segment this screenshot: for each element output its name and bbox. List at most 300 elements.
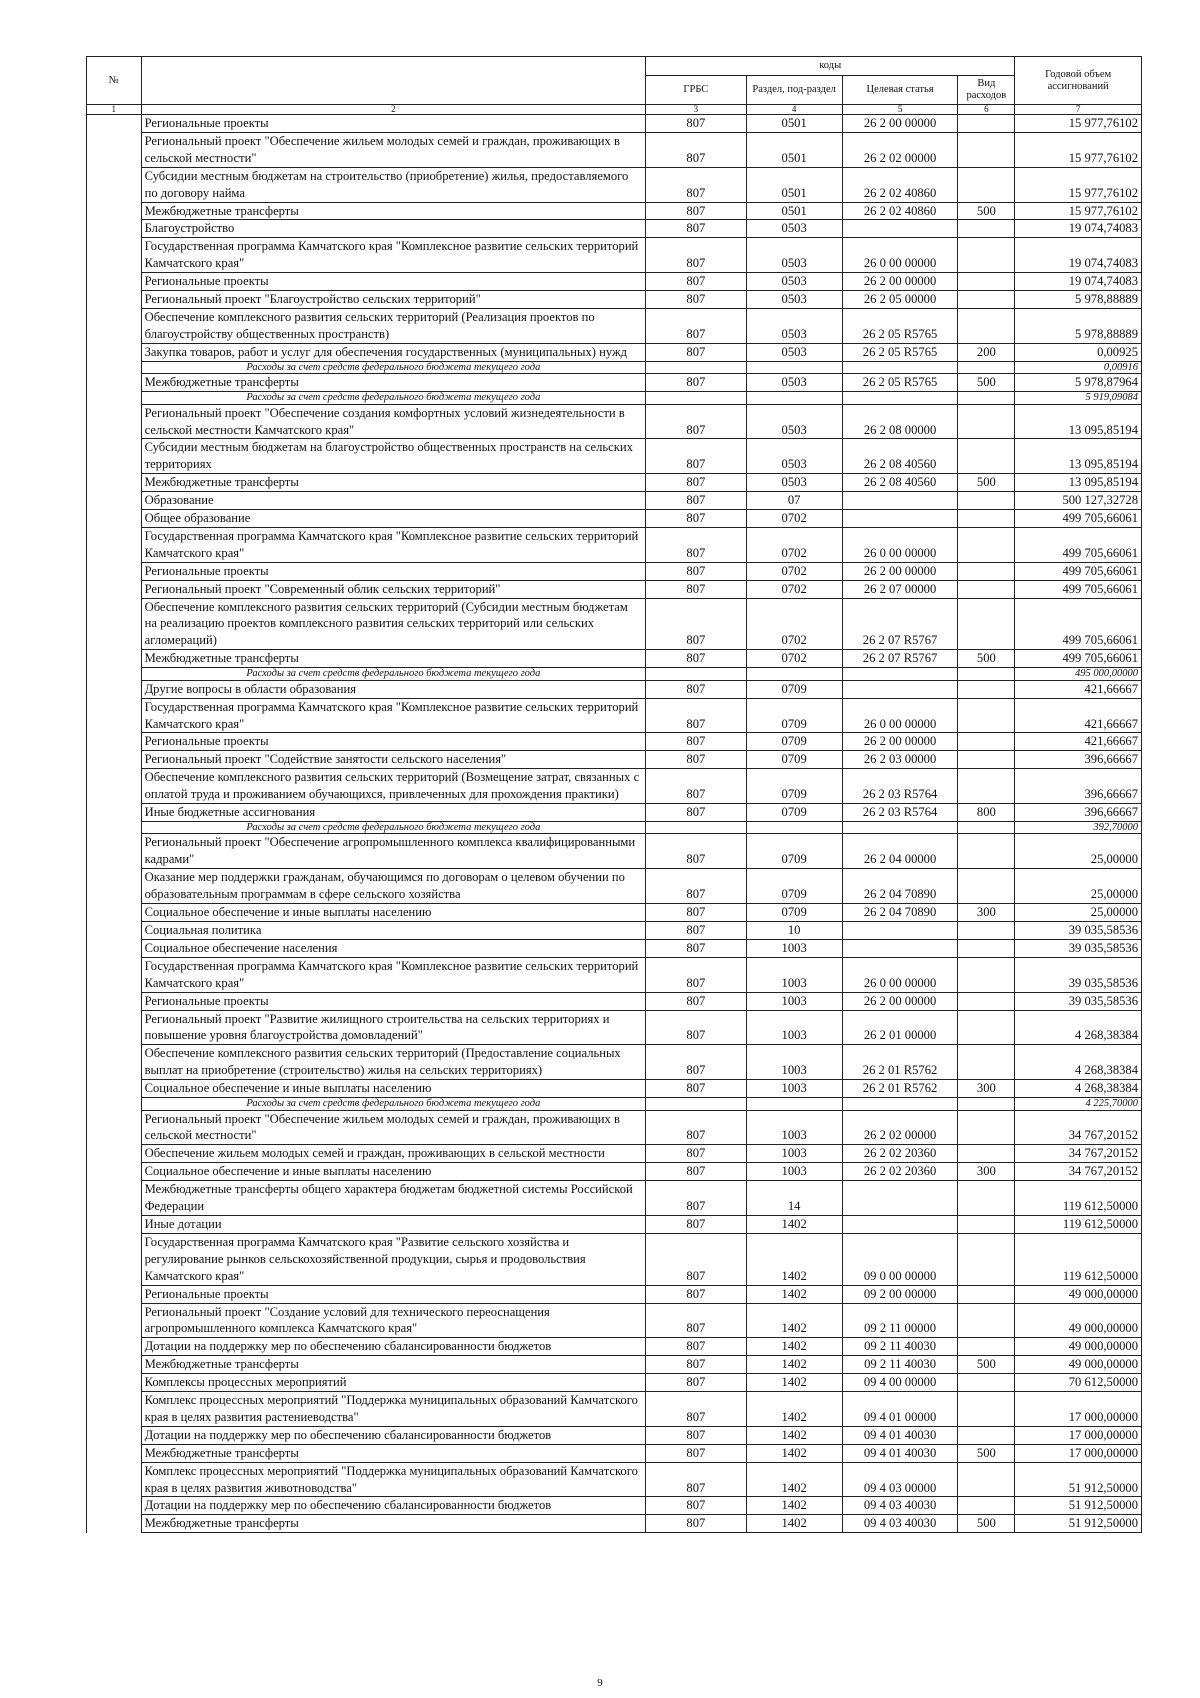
grbs-cell [646,821,746,834]
target-cell: 26 2 08 00000 [842,404,958,439]
vid-cell [958,957,1015,992]
item-name: Региональный проект "Обеспечение жильем молодых семей и граждан, проживающих в сельской местности" [141,1110,646,1145]
razdel-cell [746,821,842,834]
item-name: Региональный проект "Создание условий для технического переоснащения агропромышленного комплекса Камчатского края" [141,1303,646,1338]
table-row [87,167,1142,202]
item-name: Межбюджетные трансферты [141,1444,646,1462]
grbs-cell [646,361,746,374]
vid-cell [958,220,1015,238]
target-cell: 09 4 01 40030 [842,1444,958,1462]
target-cell: 09 4 00 00000 [842,1374,958,1392]
item-name: Межбюджетные трансферты [141,202,646,220]
col-number: 1 [87,105,142,115]
vid-cell [958,527,1015,562]
grbs-cell: 807 [646,1444,746,1462]
amount-cell: 119 612,50000 [1015,1233,1142,1285]
grbs-cell: 807 [646,132,746,167]
table-row [87,769,1142,804]
item-name: Обеспечение жильем молодых семей и граждан, проживающих в сельской местности [141,1145,646,1163]
vid-cell: 300 [958,904,1015,922]
item-name: Региональный проект "Содействие занятости сельского населения" [141,751,646,769]
row-number-cell [87,1338,142,1356]
row-number-cell [87,343,142,361]
target-cell: 26 2 04 70890 [842,869,958,904]
row-number-cell [87,804,142,822]
vid-cell [958,668,1015,681]
razdel-cell: 1003 [746,957,842,992]
vid-cell [958,1497,1015,1515]
target-cell: 26 0 00 00000 [842,238,958,273]
row-number-cell [87,492,142,510]
row-number-cell [87,1080,142,1098]
target-cell [842,821,958,834]
vid-cell [958,1338,1015,1356]
grbs-cell: 807 [646,1010,746,1045]
vid-cell [958,680,1015,698]
razdel-cell: 0702 [746,580,842,598]
grbs-cell: 807 [646,308,746,343]
table-row [87,1515,1142,1533]
item-name: Субсидии местным бюджетам на благоустройство общественных пространств на сельских территориях [141,439,646,474]
col-number: 7 [1015,105,1142,115]
header-name [141,57,646,105]
razdel-cell: 0709 [746,698,842,733]
target-cell [842,1181,958,1216]
row-number-cell [87,167,142,202]
vid-cell [958,834,1015,869]
table-row [87,1181,1142,1216]
razdel-cell: 0501 [746,167,842,202]
table-row [87,869,1142,904]
amount-cell: 0,00925 [1015,343,1142,361]
row-number-cell [87,1163,142,1181]
amount-cell: 17 000,00000 [1015,1392,1142,1427]
amount-cell: 25,00000 [1015,869,1142,904]
razdel-cell: 1003 [746,1080,842,1098]
razdel-cell: 1402 [746,1285,842,1303]
item-name: Другие вопросы в области образования [141,680,646,698]
razdel-cell: 1402 [746,1303,842,1338]
table-row [87,1338,1142,1356]
row-number-cell [87,992,142,1010]
table-row [87,834,1142,869]
amount-cell: 4 268,38384 [1015,1010,1142,1045]
razdel-cell: 1402 [746,1215,842,1233]
razdel-cell: 1003 [746,1010,842,1045]
razdel-cell: 1402 [746,1515,842,1533]
budget-sheet [86,56,1142,1533]
target-cell [842,1098,958,1111]
table-row [87,474,1142,492]
grbs-cell: 807 [646,957,746,992]
target-cell: 09 2 11 40030 [842,1356,958,1374]
table-body [87,115,1142,1533]
razdel-cell: 0702 [746,562,842,580]
item-name: Межбюджетные трансферты [141,1356,646,1374]
amount-cell: 396,66667 [1015,769,1142,804]
grbs-cell: 807 [646,1462,746,1497]
target-cell: 26 2 08 40560 [842,439,958,474]
item-name: Обеспечение комплексного развития сельских территорий (Реализация проектов по благоустройству общественных пространств) [141,308,646,343]
vid-cell [958,1462,1015,1497]
amount-cell: 5 978,87964 [1015,374,1142,392]
amount-cell: 4 268,38384 [1015,1045,1142,1080]
vid-cell [958,273,1015,291]
grbs-cell: 807 [646,904,746,922]
amount-cell: 17 000,00000 [1015,1426,1142,1444]
razdel-cell: 0503 [746,220,842,238]
amount-cell: 499 705,66061 [1015,562,1142,580]
vid-cell [958,751,1015,769]
item-name: Социальное обеспечение населения [141,939,646,957]
grbs-cell: 807 [646,939,746,957]
row-number-cell [87,1392,142,1427]
target-cell: 26 2 04 70890 [842,904,958,922]
grbs-cell: 807 [646,650,746,668]
amount-cell: 49 000,00000 [1015,1338,1142,1356]
table-row [87,1080,1142,1098]
row-number-cell [87,374,142,392]
row-number-cell [87,769,142,804]
vid-cell: 200 [958,343,1015,361]
table-row [87,1045,1142,1080]
vid-cell [958,939,1015,957]
target-cell: 26 2 05 R5765 [842,374,958,392]
item-name: Социальное обеспечение и иные выплаты населению [141,904,646,922]
amount-cell: 15 977,76102 [1015,167,1142,202]
razdel-cell: 14 [746,1181,842,1216]
row-number-cell [87,733,142,751]
table-row [87,291,1142,309]
vid-cell [958,1285,1015,1303]
grbs-cell: 807 [646,804,746,822]
row-number-cell [87,404,142,439]
row-number-cell [87,921,142,939]
grbs-cell: 807 [646,527,746,562]
target-cell: 26 2 00 00000 [842,992,958,1010]
table-row [87,1215,1142,1233]
amount-cell: 13 095,85194 [1015,404,1142,439]
budget-table [86,56,1142,1533]
amount-cell: 49 000,00000 [1015,1303,1142,1338]
row-number-cell [87,680,142,698]
table-row [87,527,1142,562]
vid-cell [958,992,1015,1010]
item-name: Социальное обеспечение и иные выплаты населению [141,1080,646,1098]
vid-cell: 500 [958,202,1015,220]
grbs-cell: 807 [646,1497,746,1515]
amount-cell: 5 919,09084 [1015,392,1142,405]
row-number-cell [87,904,142,922]
razdel-cell: 1402 [746,1233,842,1285]
amount-cell: 19 074,74083 [1015,273,1142,291]
grbs-cell [646,392,746,405]
grbs-cell: 807 [646,1426,746,1444]
target-cell: 26 2 00 00000 [842,115,958,133]
row-number-cell [87,1497,142,1515]
vid-cell [958,598,1015,650]
row-number-cell [87,1426,142,1444]
razdel-cell: 1402 [746,1426,842,1444]
razdel-cell: 1003 [746,939,842,957]
item-name: Обеспечение комплексного развития сельских территорий (Субсидии местным бюджетам на реализацию проектов комплексного развития сельских территорий или сельских агломераций) [141,598,646,650]
vid-cell [958,1145,1015,1163]
grbs-cell: 807 [646,1356,746,1374]
amount-cell: 15 977,76102 [1015,202,1142,220]
grbs-cell: 807 [646,562,746,580]
amount-cell: 119 612,50000 [1015,1215,1142,1233]
table-row [87,492,1142,510]
grbs-cell: 807 [646,167,746,202]
note-text: Расходы за счет средств федерального бюджета текущего года [141,1098,646,1111]
vid-cell [958,769,1015,804]
amount-cell: 17 000,00000 [1015,1444,1142,1462]
target-cell [842,361,958,374]
table-row [87,238,1142,273]
grbs-cell: 807 [646,751,746,769]
amount-cell: 5 978,88889 [1015,291,1142,309]
header-grbs: ГРБС [646,76,746,105]
header-no: № [87,57,142,105]
table-row [87,1285,1142,1303]
razdel-cell: 0702 [746,510,842,528]
razdel-cell: 0503 [746,374,842,392]
amount-cell: 49 000,00000 [1015,1285,1142,1303]
razdel-cell: 0501 [746,202,842,220]
razdel-cell: 1003 [746,1163,842,1181]
razdel-cell: 1003 [746,1145,842,1163]
row-number-cell [87,1045,142,1080]
vid-cell: 500 [958,650,1015,668]
grbs-cell: 807 [646,1338,746,1356]
amount-cell: 4 268,38384 [1015,1080,1142,1098]
vid-cell [958,132,1015,167]
grbs-cell: 807 [646,1181,746,1216]
grbs-cell: 807 [646,510,746,528]
item-name: Закупка товаров, работ и услуг для обеспечения государственных (муниципальных) нужд [141,343,646,361]
vid-cell [958,361,1015,374]
target-cell: 09 4 03 40030 [842,1497,958,1515]
row-number-cell [87,1285,142,1303]
target-cell: 09 2 00 00000 [842,1285,958,1303]
vid-cell [958,308,1015,343]
item-name: Комплексы процессных мероприятий [141,1374,646,1392]
table-row [87,733,1142,751]
grbs-cell [646,1098,746,1111]
row-number-cell [87,939,142,957]
row-number-cell [87,220,142,238]
row-number-cell [87,1356,142,1374]
amount-cell: 34 767,20152 [1015,1145,1142,1163]
amount-cell: 34 767,20152 [1015,1110,1142,1145]
target-cell: 26 2 02 20360 [842,1145,958,1163]
row-number-cell [87,291,142,309]
amount-cell: 39 035,58536 [1015,939,1142,957]
vid-cell [958,1374,1015,1392]
vid-cell [958,1233,1015,1285]
grbs-cell: 807 [646,680,746,698]
table-row [87,1233,1142,1285]
vid-cell [958,1215,1015,1233]
table-row [87,1462,1142,1497]
row-number-cell [87,1181,142,1216]
razdel-cell: 1402 [746,1497,842,1515]
vid-cell [958,510,1015,528]
target-cell: 26 2 08 40560 [842,474,958,492]
table-row [87,580,1142,598]
row-number-cell [87,751,142,769]
row-number-cell [87,439,142,474]
vid-cell [958,869,1015,904]
razdel-cell: 0503 [746,308,842,343]
amount-cell: 499 705,66061 [1015,527,1142,562]
vid-cell [958,404,1015,439]
razdel-cell: 0503 [746,474,842,492]
amount-cell: 25,00000 [1015,904,1142,922]
item-name: Дотации на поддержку мер по обеспечению сбалансированности бюджетов [141,1426,646,1444]
item-name: Межбюджетные трансферты [141,1515,646,1533]
note-text: Расходы за счет средств федерального бюджета текущего года [141,668,646,681]
row-number-cell [87,869,142,904]
amount-cell: 4 225,70000 [1015,1098,1142,1111]
razdel-cell [746,1098,842,1111]
row-number-cell [87,132,142,167]
row-number-cell [87,562,142,580]
amount-cell: 39 035,58536 [1015,992,1142,1010]
table-row [87,562,1142,580]
note-text: Расходы за счет средств федерального бюджета текущего года [141,821,646,834]
target-cell [842,939,958,957]
table-row [87,273,1142,291]
table-row [87,202,1142,220]
razdel-cell: 07 [746,492,842,510]
table-row [87,1444,1142,1462]
razdel-cell: 1402 [746,1338,842,1356]
table-row [87,308,1142,343]
note-row [87,361,1142,374]
row-number-cell [87,1010,142,1045]
table-row [87,1163,1142,1181]
vid-cell: 500 [958,1356,1015,1374]
table-row [87,1426,1142,1444]
razdel-cell: 0709 [746,804,842,822]
target-cell: 26 2 02 40860 [842,202,958,220]
target-cell: 26 2 03 R5764 [842,804,958,822]
razdel-cell: 1402 [746,1392,842,1427]
note-text: Расходы за счет средств федерального бюджета текущего года [141,392,646,405]
target-cell: 26 2 02 00000 [842,1110,958,1145]
row-number-cell [87,1515,142,1533]
header-vid: Вид расходов [958,76,1015,105]
target-cell [842,392,958,405]
item-name: Дотации на поддержку мер по обеспечению сбалансированности бюджетов [141,1338,646,1356]
row-number-cell [87,598,142,650]
amount-cell: 500 127,32728 [1015,492,1142,510]
target-cell [842,510,958,528]
table-row [87,220,1142,238]
table-row [87,650,1142,668]
target-cell [842,921,958,939]
item-name: Региональные проекты [141,1285,646,1303]
grbs-cell: 807 [646,921,746,939]
table-row [87,115,1142,133]
row-number-cell [87,957,142,992]
vid-cell [958,115,1015,133]
table-row [87,1392,1142,1427]
grbs-cell: 807 [646,1080,746,1098]
vid-cell [958,1392,1015,1427]
table-row [87,957,1142,992]
amount-cell: 421,66667 [1015,698,1142,733]
grbs-cell: 807 [646,474,746,492]
row-number-cell [87,273,142,291]
vid-cell [958,291,1015,309]
target-cell: 26 2 03 00000 [842,751,958,769]
razdel-cell: 0702 [746,598,842,650]
item-name: Региональный проект "Обеспечение агропромышленного комплекса квалифицированными кадрами" [141,834,646,869]
amount-cell: 70 612,50000 [1015,1374,1142,1392]
table-row [87,1303,1142,1338]
vid-cell: 300 [958,1080,1015,1098]
vid-cell: 500 [958,1444,1015,1462]
target-cell: 26 2 04 00000 [842,834,958,869]
row-number-cell [87,1233,142,1285]
item-name: Общее образование [141,510,646,528]
razdel-cell: 1402 [746,1444,842,1462]
target-cell: 26 2 00 00000 [842,273,958,291]
target-cell: 26 2 02 00000 [842,132,958,167]
table-row [87,1497,1142,1515]
grbs-cell: 807 [646,598,746,650]
target-cell: 26 0 00 00000 [842,698,958,733]
table-row [87,1145,1142,1163]
item-name: Межбюджетные трансферты общего характера бюджетам бюджетной системы Российской Федерации [141,1181,646,1216]
razdel-cell: 0503 [746,439,842,474]
item-name: Комплекс процессных мероприятий "Поддержка муниципальных образований Камчатского края в целях развития животноводства" [141,1462,646,1497]
grbs-cell: 807 [646,733,746,751]
target-cell: 26 2 01 00000 [842,1010,958,1045]
row-number-cell [87,668,142,681]
amount-cell: 39 035,58536 [1015,957,1142,992]
row-number-cell [87,238,142,273]
row-number-cell [87,1303,142,1338]
row-number-cell [87,392,142,405]
amount-cell: 396,66667 [1015,751,1142,769]
vid-cell [958,167,1015,202]
grbs-cell: 807 [646,992,746,1010]
item-name: Региональный проект "Современный облик сельских территорий" [141,580,646,598]
amount-cell: 51 912,50000 [1015,1515,1142,1533]
row-number-cell [87,834,142,869]
vid-cell [958,238,1015,273]
grbs-cell: 807 [646,220,746,238]
target-cell: 09 4 01 00000 [842,1392,958,1427]
row-number-cell [87,1374,142,1392]
razdel-cell: 0503 [746,404,842,439]
razdel-cell: 0709 [746,769,842,804]
amount-cell: 49 000,00000 [1015,1356,1142,1374]
row-number-cell [87,1444,142,1462]
grbs-cell: 807 [646,1374,746,1392]
header-razdel: Раздел, под-раздел [746,76,842,105]
grbs-cell: 807 [646,698,746,733]
note-row [87,1098,1142,1111]
amount-cell: 119 612,50000 [1015,1181,1142,1216]
grbs-cell: 807 [646,869,746,904]
item-name: Государственная программа Камчатского края "Развитие сельского хозяйства и регулирование рынков сельскохозяйственной продукции, сырья и продовольствия Камчатского края" [141,1233,646,1285]
razdel-cell: 0503 [746,238,842,273]
vid-cell: 500 [958,374,1015,392]
